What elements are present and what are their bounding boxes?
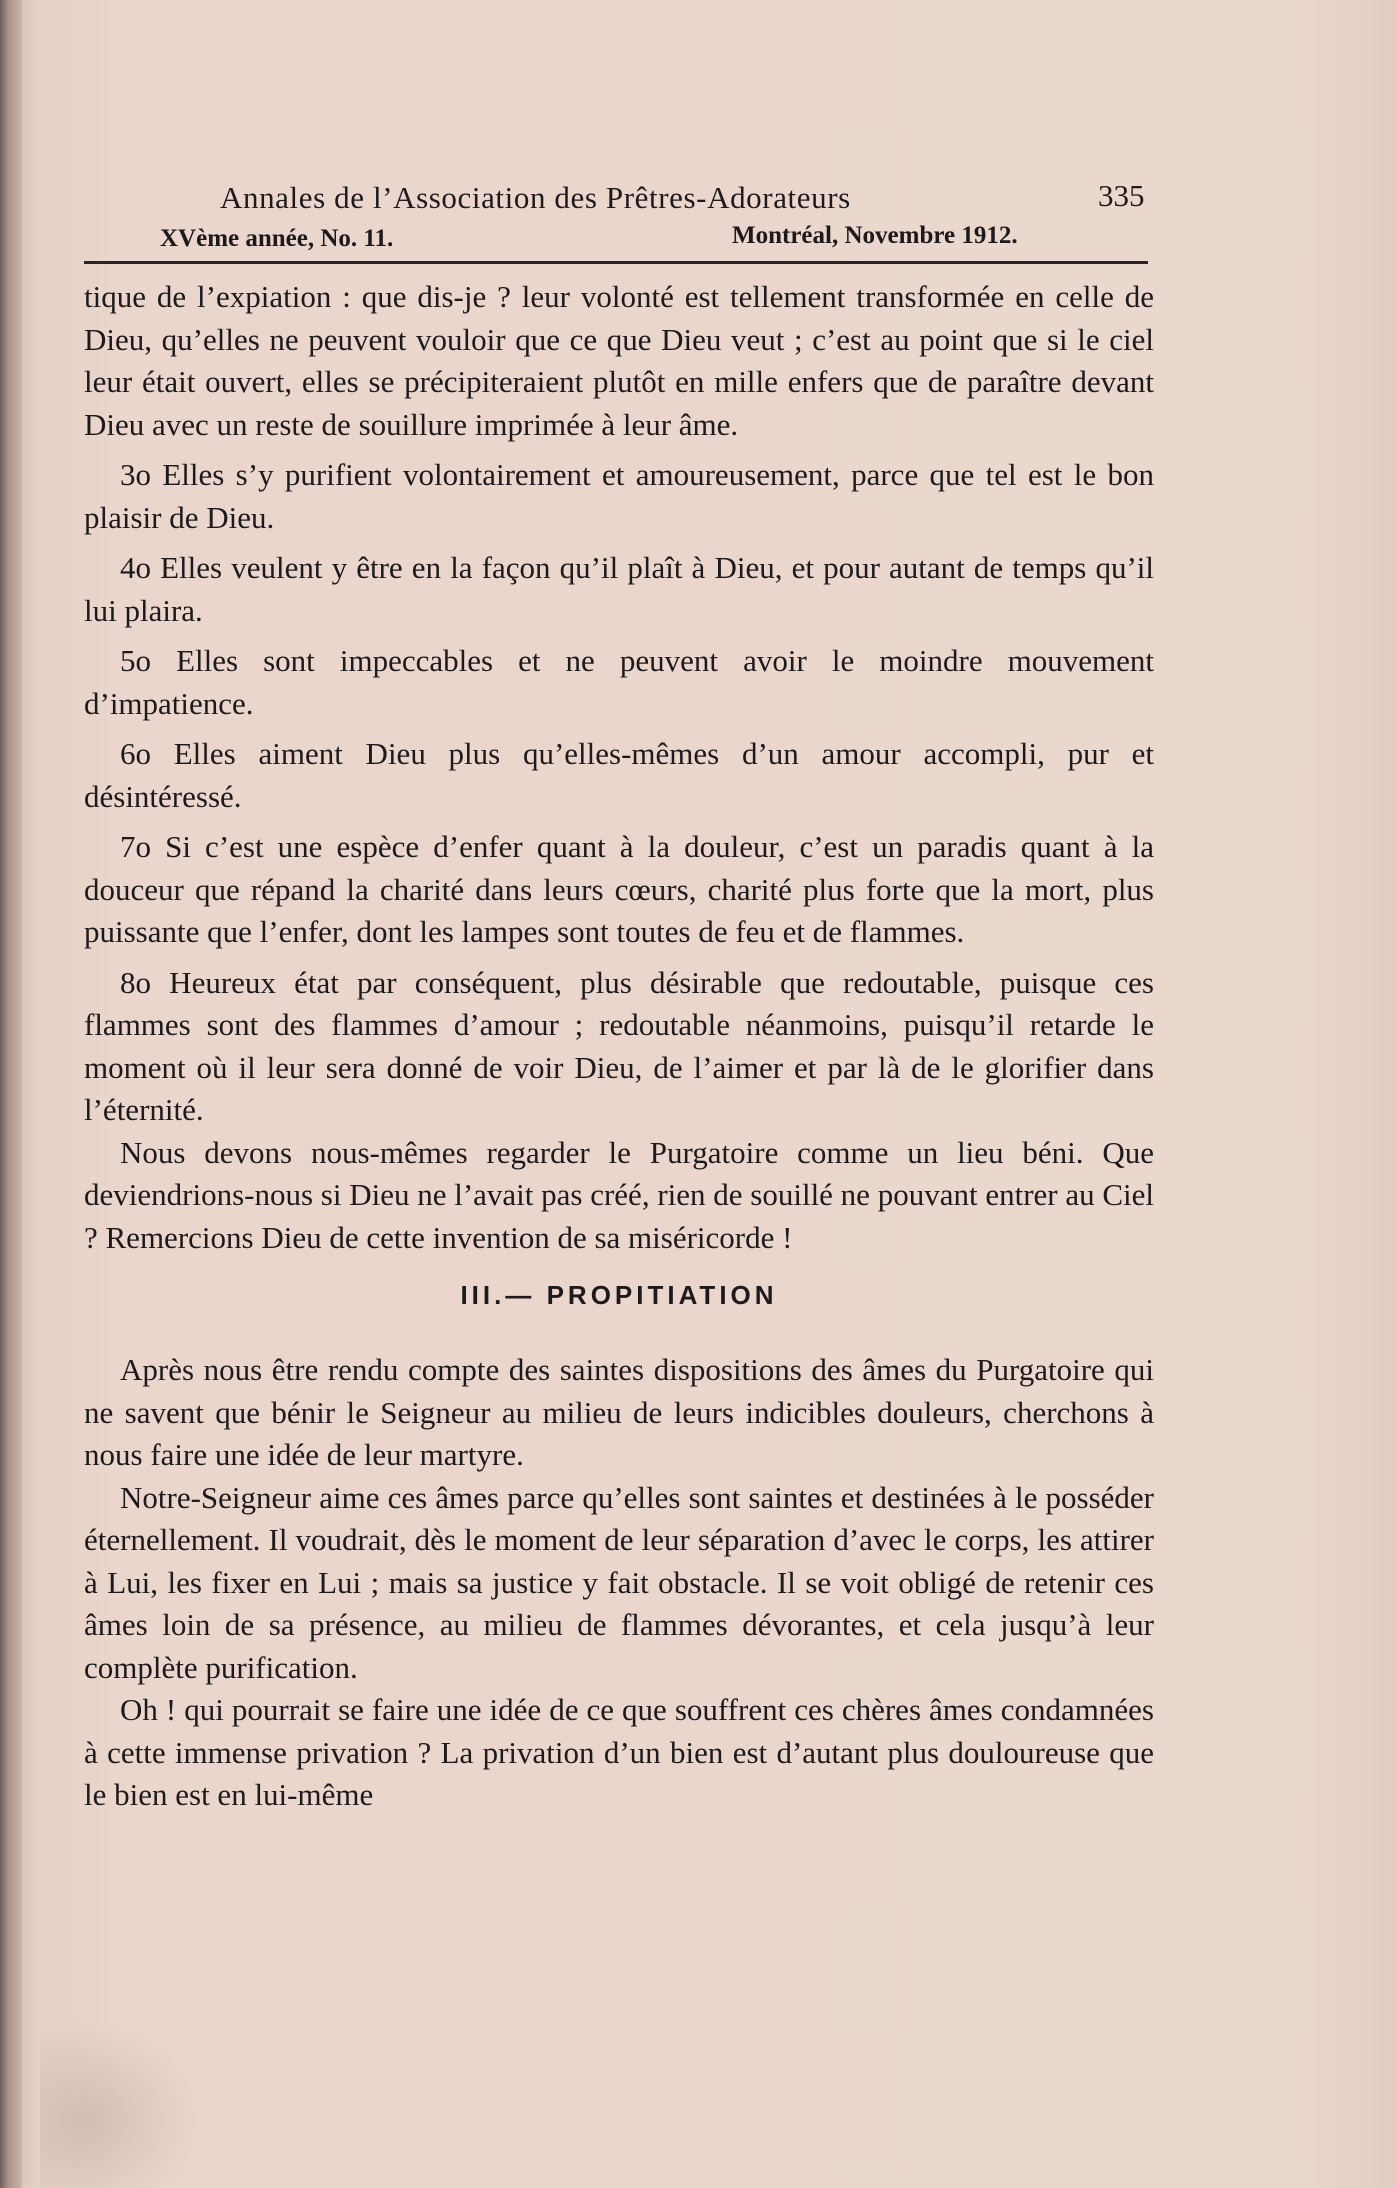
issue-number: XVème année, No. 11. xyxy=(160,225,394,252)
page-number: 335 xyxy=(1098,178,1145,213)
paragraph-expiation-continued: tique de l’expiation : que dis-je ? leur volonté est tellement transformée en celle de Dieu, qu’elles ne peuvent vouloir que ce que Dieu veut ; c’est au point que si le ciel leur était ouvert, elles se précipiteraient plutôt en mille enfers que de paraître devant Dieu avec un reste de souillure imprimée à leur âme. xyxy=(84,279,1154,442)
paragraph-point-6: 6o Elles aiment Dieu plus qu’elles-mêmes d’un amour accompli, pur et désintéressé. xyxy=(84,736,1154,814)
running-header xyxy=(0,0,1395,270)
paragraph-purgatoire-beni: Nous devons nous-mêmes regarder le Purgatoire comme un lieu béni. Que deviendrions-nous si Dieu ne l’avait pas créé, rien de souillé ne pouvant entrer au Ciel ? Remercions Dieu de cette invention de sa miséricorde ! xyxy=(84,1134,1155,1255)
paragraph-point-5: 5o Elles sont impeccables et ne peuvent avoir le moindre mouvement d’impatience. xyxy=(84,643,1154,721)
paragraph-point-3: 3o Elles s’y purifient volontairement et amoureusement, parce que tel est le bon plaisir de Dieu. xyxy=(84,457,1154,535)
page-stain xyxy=(40,2020,200,2188)
paragraph-oh-qui: Oh ! qui pourrait se faire une idée de ce que souffrent ces chères âmes condamnées à cette immense privation ? La privation d’un bien est d’autant plus douloureuse que le bien est en lui-même xyxy=(84,1692,1154,1812)
paragraph-notre-seigneur: Notre-Seigneur aime ces âmes parce qu’elles sont saintes et destinées à le posséder éternellement. Il voudrait, dès le moment de leur séparation d’avec le corps, les attirer à Lui, les fixer en Lui ; mais sa justice y fait obstacle. Il se voit obligé de retenir ces âmes loin de sa présence, au milieu de flammes dévorantes, et cela jusqu’à leur complète purification. xyxy=(84,1479,1154,1685)
header-rule xyxy=(84,261,1148,264)
paragraph-apres: Après nous être rendu compte des saintes dispositions des âmes du Purgatoire qui ne savent que bénir le Seigneur au milieu de leurs indicibles douleurs, cherchons à nous faire une idée de leur martyre. xyxy=(84,1352,1154,1472)
place-and-date: Montréal, Novembre 1912. xyxy=(732,222,1018,249)
section-heading: III.— PROPITIATION xyxy=(460,1280,778,1310)
binding-edge xyxy=(0,0,22,2188)
paragraph-point-4: 4o Elles veulent y être en la façon qu’il plaît à Dieu, et pour autant de temps qu’il lui plaira. xyxy=(84,550,1154,628)
paragraph-point-7: 7o Si c’est une espèce d’enfer quant à la douleur, c’est un paradis quant à la douceur que répand la charité dans leurs cœurs, charité plus forte que la mort, plus puissante que l’enfer, dont les lampes sont toutes de feu et de flammes. xyxy=(84,829,1154,949)
paragraph-point-8: 8o Heureux état par conséquent, plus désirable que redoutable, puisque ces flammes sont des flammes d’amour ; redoutable néanmoins, puisqu’il retarde le moment où il leur sera donné de voir Dieu, de l’aimer et par là de le glorifier dans l’éternité. xyxy=(84,964,1154,1127)
body-text xyxy=(84,276,1154,1817)
journal-title: Annales de l’Association des Prêtres-Adorateurs xyxy=(220,180,851,215)
